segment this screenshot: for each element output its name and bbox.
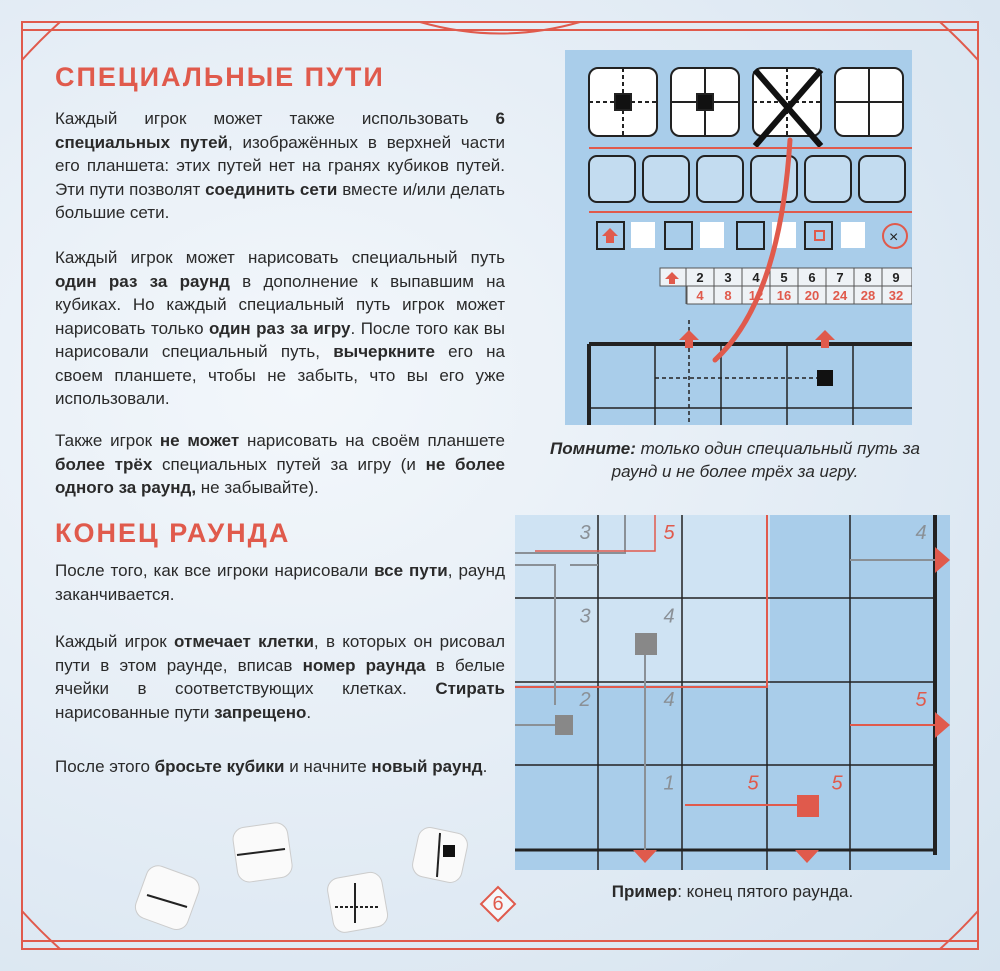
round-number: 4 <box>915 522 927 544</box>
text-span: вместе и/или делать большие сети. <box>55 179 505 222</box>
svg-text:×: × <box>889 229 899 246</box>
text-span: Каждый игрок может нарисовать специальный путь <box>55 248 505 267</box>
section-title-round-end: КОНЕЦ РАУНДА <box>55 518 291 548</box>
exit-count: 8 <box>864 270 872 285</box>
page-number: 6 <box>492 893 504 915</box>
section-title-special-paths: СПЕЦИАЛЬНЫЕ ПУТИ <box>55 62 385 92</box>
exit-count: 7 <box>836 270 844 285</box>
player-sheet-illustration <box>565 50 912 425</box>
points-value: 32 <box>888 288 904 303</box>
paragraph <box>55 429 505 500</box>
round-number: 1 <box>663 772 675 795</box>
text-span: специальных путей за игру (и <box>152 454 426 474</box>
text-span: нарисовать на своём планшете <box>239 431 505 450</box>
text-span: только один специальный путь за раунд и не более трёх за игру. <box>611 439 920 481</box>
paragraph <box>55 246 505 411</box>
points-value: 16 <box>776 288 792 303</box>
emphasis-text: соединить сети <box>205 179 338 199</box>
emphasis-text: не более одного за раунд, <box>55 454 505 497</box>
points-value: 8 <box>724 288 732 303</box>
text-span: в дополнение к выпавшим на кубиках. Но каждый специальный путь игрок может нарисовать только <box>55 271 505 338</box>
die <box>326 871 390 935</box>
text-span: После того, как все игроки нарисовали <box>55 561 375 580</box>
text-span: в белые ячейки в соответствующих клетках. <box>55 655 505 698</box>
round-number: 2 <box>579 689 591 711</box>
round-number: 4 <box>663 605 675 628</box>
round-number: 3 <box>579 605 591 628</box>
text-span: . <box>306 702 312 722</box>
exit-count: 4 <box>752 270 760 285</box>
text-span: . <box>482 757 488 776</box>
exit-count: 3 <box>724 270 732 285</box>
text-span: и начните <box>284 757 372 776</box>
text-span: , в которых он рисовал пути в этом раунде, вписав <box>55 632 505 675</box>
exit-count: 5 <box>780 270 788 285</box>
points-value: 28 <box>860 288 876 303</box>
emphasis-text: Стирать <box>435 679 505 698</box>
text-span: , изображённых в верхней части его планшета: этих путей нет на гранях кубиков путей. Эти пути позволят <box>55 132 505 199</box>
emphasis-text: один раз за раунд <box>55 271 230 291</box>
exit-count: 6 <box>808 270 816 285</box>
text-span: : конец пятого раунда. <box>677 882 854 901</box>
text-span: Каждый игрок может также использовать <box>55 109 496 128</box>
text-span: Также игрок <box>55 431 160 450</box>
text-span: не забывайте). <box>196 478 319 497</box>
emphasis-text: новый раунд <box>371 757 483 776</box>
text-span: нарисованные пути <box>55 702 215 722</box>
paragraph <box>55 755 505 779</box>
example-grid-illustration <box>515 515 950 870</box>
exit-count: 2 <box>696 270 704 285</box>
text-span: , раунд заканчивается. <box>55 561 505 604</box>
emphasis-text: отмечает клетки <box>174 632 314 651</box>
paragraph <box>55 559 505 606</box>
round-number: 5 <box>831 772 843 795</box>
caption-reminder <box>535 437 935 483</box>
points-value: 24 <box>832 288 848 303</box>
emphasis-text: Помните: <box>550 439 636 458</box>
emphasis-text: номер раунда <box>302 655 426 675</box>
emphasis-text: запрещено <box>214 702 307 722</box>
exit-count: 9 <box>892 270 900 285</box>
caption-example <box>515 880 950 903</box>
emphasis-text: один раз за игру <box>209 318 351 338</box>
points-value: 20 <box>804 288 820 303</box>
text-span: Каждый игрок <box>55 632 175 651</box>
round-number: 5 <box>747 772 759 795</box>
dice-illustration <box>125 815 475 945</box>
text-span: его на своем планшете, чтобы не забыть, что вы его уже использовали. <box>55 342 505 408</box>
round-number: 3 <box>579 522 591 544</box>
emphasis-text: бросьте кубики <box>154 757 285 776</box>
emphasis-text: все пути <box>374 561 448 580</box>
round-number: 5 <box>663 522 675 544</box>
round-number: 5 <box>915 689 927 711</box>
points-value: 12 <box>748 288 764 303</box>
emphasis-text: 6 специальных путей <box>55 109 505 152</box>
text-span: После этого <box>55 757 155 776</box>
round-number: 4 <box>663 689 675 711</box>
paragraph <box>55 107 505 225</box>
die <box>132 862 202 932</box>
paragraph <box>55 630 505 724</box>
emphasis-text: не может <box>159 431 240 450</box>
emphasis-text: вычеркните <box>333 342 435 361</box>
emphasis-text: более трёх <box>55 454 153 474</box>
points-value: 4 <box>696 288 704 303</box>
emphasis-text: Пример <box>611 882 678 901</box>
text-span: . После того как вы нарисовали специальный путь, <box>55 318 505 361</box>
